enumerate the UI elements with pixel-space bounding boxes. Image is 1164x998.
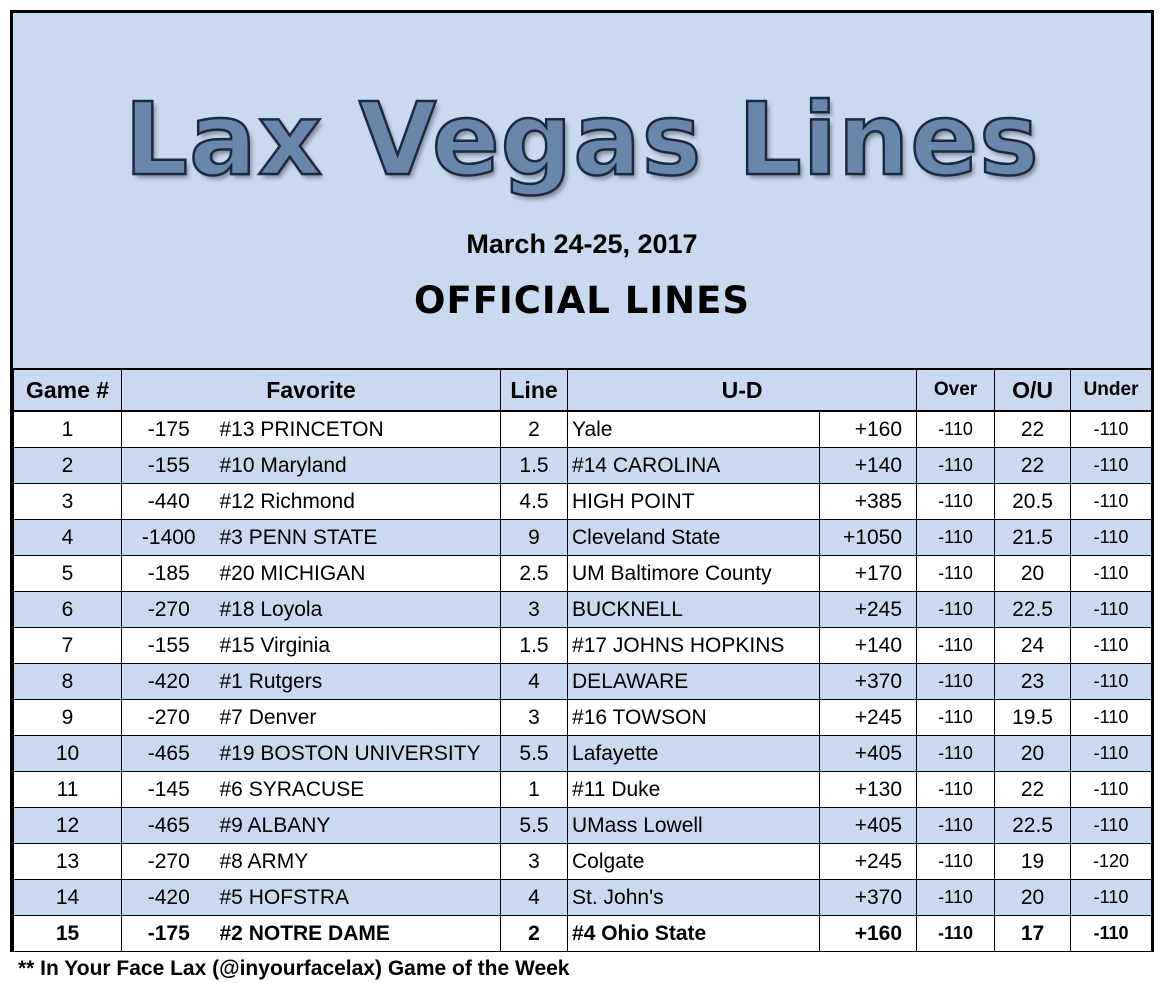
favorite-team: #13 PRINCETON <box>216 411 501 448</box>
favorite-odds: -155 <box>122 628 216 664</box>
over-under-total: 17 <box>995 916 1071 952</box>
underdog-odds: +370 <box>820 880 917 916</box>
header-under: Under <box>1071 369 1152 411</box>
table-row <box>14 772 1152 808</box>
game-number: 8 <box>14 664 122 700</box>
table-row <box>14 844 1152 880</box>
header-over: Over <box>917 369 995 411</box>
favorite-team: #8 ARMY <box>216 844 501 880</box>
underdog-team: Cleveland State <box>568 520 820 556</box>
over-under-total: 22.5 <box>995 808 1071 844</box>
game-number: 9 <box>14 700 122 736</box>
table-row <box>14 448 1152 484</box>
underdog-team: #16 TOWSON <box>568 700 820 736</box>
under-odds: -110 <box>1071 880 1152 916</box>
underdog-odds: +385 <box>820 484 917 520</box>
underdog-team: UM Baltimore County <box>568 556 820 592</box>
favorite-team: #6 SYRACUSE <box>216 772 501 808</box>
over-under-total: 24 <box>995 628 1071 664</box>
under-odds: -110 <box>1071 772 1152 808</box>
spread-line: 2 <box>501 916 568 952</box>
over-odds: -110 <box>917 448 995 484</box>
underdog-team: Lafayette <box>568 736 820 772</box>
over-odds: -110 <box>917 808 995 844</box>
over-odds: -110 <box>917 916 995 952</box>
over-odds: -110 <box>917 772 995 808</box>
game-number: 11 <box>14 772 122 808</box>
over-odds: -110 <box>917 736 995 772</box>
favorite-odds: -155 <box>122 448 216 484</box>
lines-sheet <box>10 10 1154 952</box>
spread-line: 3 <box>501 844 568 880</box>
underdog-odds: +160 <box>820 916 917 952</box>
under-odds: -120 <box>1071 844 1152 880</box>
underdog-odds: +245 <box>820 844 917 880</box>
underdog-odds: +140 <box>820 628 917 664</box>
table-row <box>14 520 1152 556</box>
underdog-team: #17 JOHNS HOPKINS <box>568 628 820 664</box>
over-under-total: 19.5 <box>995 700 1071 736</box>
underdog-odds: +405 <box>820 736 917 772</box>
spread-line: 4 <box>501 664 568 700</box>
over-under-total: 23 <box>995 664 1071 700</box>
spread-line: 1 <box>501 772 568 808</box>
table-header-row <box>14 369 1152 411</box>
over-under-total: 22 <box>995 448 1071 484</box>
over-odds: -110 <box>917 664 995 700</box>
spread-line: 5.5 <box>501 808 568 844</box>
over-under-total: 20.5 <box>995 484 1071 520</box>
underdog-team: Colgate <box>568 844 820 880</box>
favorite-team: #1 Rutgers <box>216 664 501 700</box>
underdog-team: DELAWARE <box>568 664 820 700</box>
favorite-odds: -270 <box>122 592 216 628</box>
spread-line: 1.5 <box>501 628 568 664</box>
underdog-team: #14 CAROLINA <box>568 448 820 484</box>
game-number: 13 <box>14 844 122 880</box>
spread-line: 4.5 <box>501 484 568 520</box>
game-number: 10 <box>14 736 122 772</box>
over-under-total: 19 <box>995 844 1071 880</box>
underdog-odds: +140 <box>820 448 917 484</box>
spread-line: 2 <box>501 411 568 448</box>
over-under-total: 22 <box>995 411 1071 448</box>
table-row <box>14 736 1152 772</box>
over-odds: -110 <box>917 484 995 520</box>
game-number: 12 <box>14 808 122 844</box>
favorite-team: #20 MICHIGAN <box>216 556 501 592</box>
favorite-odds: -1400 <box>122 520 216 556</box>
favorite-odds: -270 <box>122 700 216 736</box>
underdog-team: Yale <box>568 411 820 448</box>
official-lines-heading: OFFICIAL LINES <box>413 279 750 322</box>
table-row <box>14 808 1152 844</box>
under-odds: -110 <box>1071 700 1152 736</box>
table-row <box>14 664 1152 700</box>
game-number: 14 <box>14 880 122 916</box>
over-odds: -110 <box>917 700 995 736</box>
favorite-odds: -145 <box>122 772 216 808</box>
underdog-team: St. John's <box>568 880 820 916</box>
under-odds: -110 <box>1071 916 1152 952</box>
page-title: Lax Vegas Lines <box>124 81 1040 198</box>
favorite-odds: -175 <box>122 411 216 448</box>
spread-line: 5.5 <box>501 736 568 772</box>
under-odds: -110 <box>1071 411 1152 448</box>
over-odds: -110 <box>917 844 995 880</box>
favorite-odds: -270 <box>122 844 216 880</box>
header-favorite: Favorite <box>122 369 501 411</box>
game-number: 7 <box>14 628 122 664</box>
under-odds: -110 <box>1071 808 1152 844</box>
spread-line: 3 <box>501 700 568 736</box>
over-odds: -110 <box>917 556 995 592</box>
favorite-odds: -175 <box>122 916 216 952</box>
under-odds: -110 <box>1071 736 1152 772</box>
header-line: Line <box>501 369 568 411</box>
favorite-team: #18 Loyola <box>216 592 501 628</box>
under-odds: -110 <box>1071 628 1152 664</box>
game-number: 5 <box>14 556 122 592</box>
game-number: 2 <box>14 448 122 484</box>
under-odds: -110 <box>1071 592 1152 628</box>
table-row <box>14 411 1152 448</box>
under-odds: -110 <box>1071 484 1152 520</box>
spread-line: 4 <box>501 880 568 916</box>
underdog-odds: +1050 <box>820 520 917 556</box>
underdog-odds: +405 <box>820 808 917 844</box>
over-under-total: 20 <box>995 736 1071 772</box>
under-odds: -110 <box>1071 448 1152 484</box>
underdog-odds: +370 <box>820 664 917 700</box>
underdog-team: UMass Lowell <box>568 808 820 844</box>
table-row <box>14 700 1152 736</box>
table-row <box>14 628 1152 664</box>
date-subtitle: March 24-25, 2017 <box>466 229 698 259</box>
underdog-odds: +170 <box>820 556 917 592</box>
header-panel <box>13 13 1151 370</box>
underdog-team: #11 Duke <box>568 772 820 808</box>
favorite-team: #10 Maryland <box>216 448 501 484</box>
table-row <box>14 592 1152 628</box>
favorite-team: #7 Denver <box>216 700 501 736</box>
over-under-total: 20 <box>995 556 1071 592</box>
spread-line: 2.5 <box>501 556 568 592</box>
spread-line: 3 <box>501 592 568 628</box>
footnote: ** In Your Face Lax (@inyourfacelax) Game of the Week <box>18 957 570 980</box>
favorite-odds: -465 <box>122 736 216 772</box>
over-under-total: 22.5 <box>995 592 1071 628</box>
game-number: 1 <box>14 411 122 448</box>
underdog-odds: +160 <box>820 411 917 448</box>
header-underdog: U-D <box>568 369 917 411</box>
underdog-team: BUCKNELL <box>568 592 820 628</box>
over-odds: -110 <box>917 520 995 556</box>
game-number: 4 <box>14 520 122 556</box>
underdog-team: HIGH POINT <box>568 484 820 520</box>
favorite-team: #19 BOSTON UNIVERSITY <box>216 736 501 772</box>
favorite-odds: -420 <box>122 880 216 916</box>
over-odds: -110 <box>917 411 995 448</box>
table-row <box>14 916 1152 952</box>
favorite-team: #3 PENN STATE <box>216 520 501 556</box>
favorite-team: #15 Virginia <box>216 628 501 664</box>
lines-table <box>13 368 1152 952</box>
table-row <box>14 556 1152 592</box>
favorite-odds: -440 <box>122 484 216 520</box>
favorite-odds: -420 <box>122 664 216 700</box>
over-odds: -110 <box>917 592 995 628</box>
under-odds: -110 <box>1071 664 1152 700</box>
game-number: 6 <box>14 592 122 628</box>
favorite-odds: -465 <box>122 808 216 844</box>
over-under-total: 22 <box>995 772 1071 808</box>
spread-line: 9 <box>501 520 568 556</box>
favorite-team: #2 NOTRE DAME <box>216 916 501 952</box>
over-under-total: 21.5 <box>995 520 1071 556</box>
underdog-odds: +245 <box>820 700 917 736</box>
header-ou: O/U <box>995 369 1071 411</box>
underdog-odds: +245 <box>820 592 917 628</box>
under-odds: -110 <box>1071 556 1152 592</box>
favorite-team: #9 ALBANY <box>216 808 501 844</box>
underdog-odds: +130 <box>820 772 917 808</box>
favorite-team: #5 HOFSTRA <box>216 880 501 916</box>
under-odds: -110 <box>1071 520 1152 556</box>
header-game: Game # <box>14 369 122 411</box>
table-body <box>14 411 1152 952</box>
spread-line: 1.5 <box>501 448 568 484</box>
table-row <box>14 484 1152 520</box>
over-odds: -110 <box>917 628 995 664</box>
over-odds: -110 <box>917 880 995 916</box>
over-under-total: 20 <box>995 880 1071 916</box>
table-row <box>14 880 1152 916</box>
game-number: 15 <box>14 916 122 952</box>
underdog-team: #4 Ohio State <box>568 916 820 952</box>
favorite-team: #12 Richmond <box>216 484 501 520</box>
game-number: 3 <box>14 484 122 520</box>
favorite-odds: -185 <box>122 556 216 592</box>
